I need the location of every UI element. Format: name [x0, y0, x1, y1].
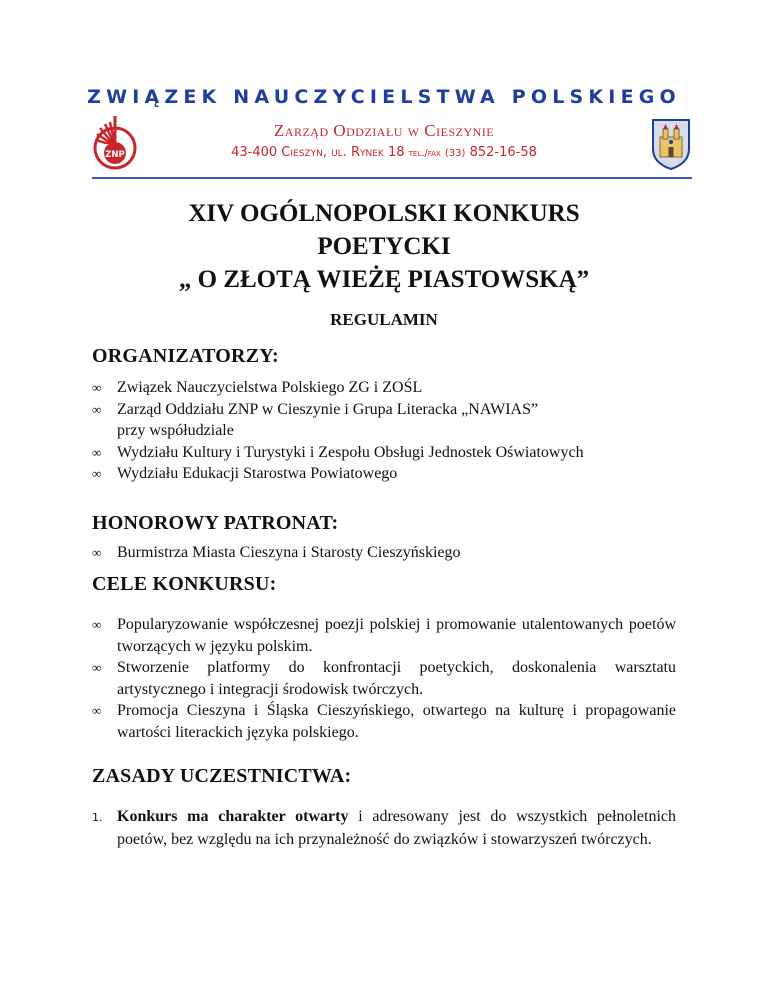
area-code: (33) [444, 148, 466, 159]
list-item: ∞ Wydziału Edukacji Starostwa Powiatowego [92, 463, 676, 485]
participation-heading: ZASADY UCZESTNICTWA: [92, 765, 352, 787]
patronage-list [92, 542, 676, 564]
tel-label: tel./fax [408, 148, 441, 159]
bullet-icon: ∞ [92, 444, 102, 460]
document-subtitle: REGULAMIN [330, 310, 438, 329]
title-line-2: POETYCKI [317, 233, 451, 260]
goals-list [92, 614, 676, 743]
patronage-heading: HONOROWY PATRONAT: [92, 512, 339, 534]
address-main: 43-400 Cieszyn, ul. Rynek 18 [231, 145, 405, 160]
rule-bold-text: Konkurs ma charakter otwarty [117, 808, 349, 825]
list-item: ∞ Popularyzowanie współczesnej poezji polskiej i promowanie utalentowanych poetów tworzących w języku polskim. [92, 616, 676, 655]
bullet-icon: ∞ [92, 380, 102, 395]
bullet-icon: ∞ [92, 617, 102, 632]
logo-text: ZNP [105, 150, 125, 160]
rule-item [92, 806, 676, 851]
title-line-1: XIV OGÓLNOPOLSKI KONKURS [188, 200, 580, 227]
participation-list [92, 806, 676, 851]
address-line [0, 145, 768, 160]
title-line-3: „ O ZŁOTĄ WIEŻĘ PIASTOWSKĄ” [178, 266, 590, 293]
organizers-heading: ORGANIZATORZY: [92, 345, 279, 367]
phone-number: 852-16-58 [469, 145, 537, 160]
bullet-icon: ∞ [92, 466, 102, 481]
org-name: ZWIĄZEK NAUCZYCIELSTWA POLSKIEGO [87, 86, 681, 108]
bullet-icon: ∞ [92, 703, 102, 718]
bullet-icon: ∞ [92, 545, 102, 560]
organizers-list [92, 377, 676, 485]
list-item: ∞ Burmistrza Miasta Cieszyna i Starosty Cieszyńskiego [92, 542, 676, 564]
list-item: ∞ Stworzenie platformy do konfrontacji poetyckich, doskonalenia warsztatu artystycznego i integracji środowisk twórczych. [92, 659, 676, 698]
list-item: ∞ Związek Nauczycielstwa Polskiego ZG i ZOŚL [92, 377, 676, 399]
header-divider [92, 177, 692, 179]
list-item: ∞ Wydziału Kultury i Turystyki i Zespołu Obsługi Jednostek Oświatowych [92, 442, 676, 464]
bullet-icon: ∞ [92, 660, 102, 675]
list-item: ∞ Promocja Cieszyna i Śląska Cieszyńskiego, otwartego na kulturę i propagowanie wartości literackich języka polskiego. [92, 702, 676, 741]
list-item-continuation: przy współudziale [117, 422, 234, 439]
goals-heading: CELE KONKURSU: [92, 573, 277, 595]
bullet-icon: ∞ [92, 401, 102, 417]
rule-number: 1. [92, 811, 103, 824]
rule-text: i adresowany jest do wszystkich pełnoletnich poetów, bez względu na ich przynależność do związków i stowarzyszeń twórczych. [117, 808, 676, 848]
branch-name: Zarząd Oddziału w Cieszynie [273, 121, 495, 140]
document-title [0, 197, 768, 296]
list-item: ∞ Zarząd Oddziału ZNP w Cieszynie i Grupa Literacka „NAWIAS” [92, 399, 676, 421]
